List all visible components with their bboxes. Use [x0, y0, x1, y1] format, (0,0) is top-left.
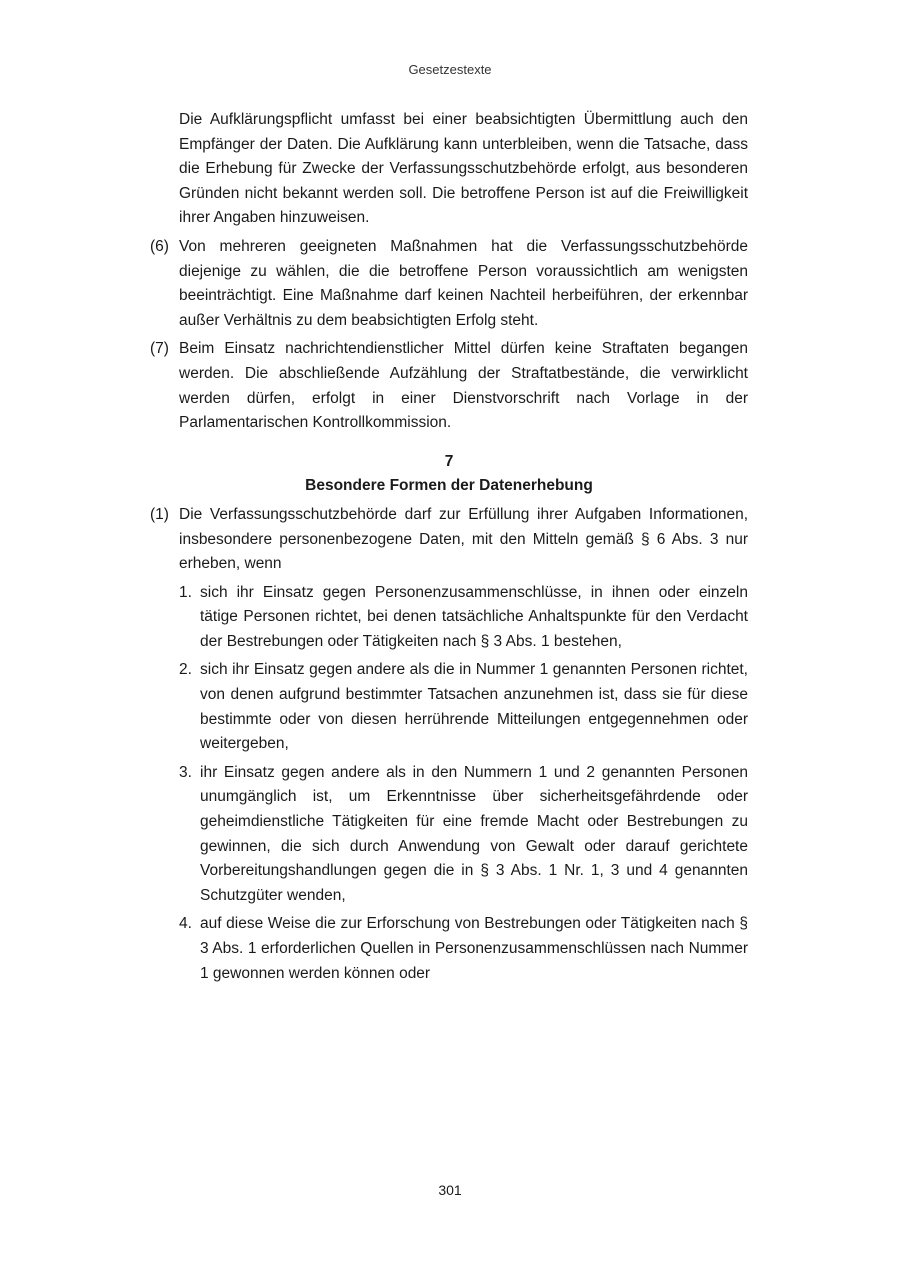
- paragraph-text: Beim Einsatz nachrichtendienstlicher Mittel dürfen keine Straftaten begangen werden. Die abschließende Aufzählung der Straftatbestände, die verwirklicht werden dürfen, erfolgt in einer Dienstvorschrift nach Vorlage in der Parlamentarischen Kontrollkommission.: [179, 340, 748, 432]
- item-number: 4.: [179, 915, 192, 933]
- section-number: 7: [444, 452, 454, 470]
- paragraph-number: (6): [150, 237, 169, 255]
- list-item: [150, 581, 748, 655]
- item-number: 1.: [179, 583, 192, 601]
- section-paragraph-1: [150, 503, 748, 577]
- list-item: [150, 761, 748, 909]
- paragraph-text: Die Verfassungsschutzbehörde darf zur Erfüllung ihrer Aufgaben Informationen, insbesondere personenbezogene Daten, mit den Mitteln gemäß § 6 Abs. 3 nur erheben, wenn: [179, 505, 748, 573]
- list-item: [150, 912, 748, 986]
- item-text: ihr Einsatz gegen andere als in den Nummern 1 und 2 genannten Personen unumgänglich ist, um Erkenntnisse über sicherheitsgefährdende oder geheimdienstliche Tätigkeiten für eine fremde Macht oder Bestrebungen zu gewinnen, die sich durch Anwendung von Gewalt oder darauf gerichtete Vorbereitungshandlungen gegen die in § 3 Abs. 1 Nr. 1, 3 und 4 genannten Schutzgüter wenden,: [200, 763, 748, 904]
- paragraph-7: [150, 337, 748, 435]
- paragraph-text: Von mehreren geeigneten Maßnahmen hat die Verfassungsschutzbehörde diejenige zu wählen, die die betroffene Person voraussichtlich am wenigsten beeinträchtigt. Eine Maßnahme darf keinen Nachteil herbeiführen, der erkennbar außer Verhältnis zu dem beabsichtigten Erfolg steht.: [179, 237, 748, 329]
- continuation-text: Die Aufklärungspflicht umfasst bei einer beabsichtigten Übermittlung auch den Empfänger der Daten. Die Aufklärung kann unterbleiben, wenn die Tatsache, dass die Erhebung für Zwecke der Verfassungsschutzbehörde erfolgt, aus besonderen Gründen nicht bekannt werden soll. Die betroffene Person ist auf die Freiwilligkeit ihrer Angaben hinzuweisen.: [179, 111, 748, 227]
- page-body: [150, 108, 748, 986]
- paragraph-6: [150, 235, 748, 333]
- section-title: Besondere Formen der Datenerhebung: [305, 477, 593, 495]
- item-text: sich ihr Einsatz gegen Personenzusammenschlüsse, in ihnen oder einzeln tätige Personen richtet, bei denen tatsächliche Anhaltspunkte für den Verdacht der Bestrebungen oder Tätigkeiten nach § 3 Abs. 1 bestehen,: [200, 583, 748, 650]
- running-head: Gesetzestexte: [408, 62, 492, 77]
- item-number: 2.: [179, 661, 192, 679]
- item-text: auf diese Weise die zur Erforschung von Bestrebungen oder Tätigkeiten nach § 3 Abs. 1 erforderlichen Quellen in Personenzusammenschlüssen nach Nummer 1 gewonnen werden können oder: [200, 915, 748, 982]
- item-text: sich ihr Einsatz gegen andere als die in Nummer 1 genannten Personen richtet, von denen aufgrund bestimmter Tatsachen anzunehmen ist, dass sie für diese bestimmte oder von diesen herrührende Mitteilungen entgegennehmen oder weitergeben,: [200, 661, 748, 753]
- list-item: [150, 658, 748, 756]
- paragraph-number: (1): [150, 505, 169, 523]
- paragraph-number: (7): [150, 340, 169, 358]
- item-number: 3.: [179, 763, 192, 781]
- page-number: 301: [438, 1182, 462, 1198]
